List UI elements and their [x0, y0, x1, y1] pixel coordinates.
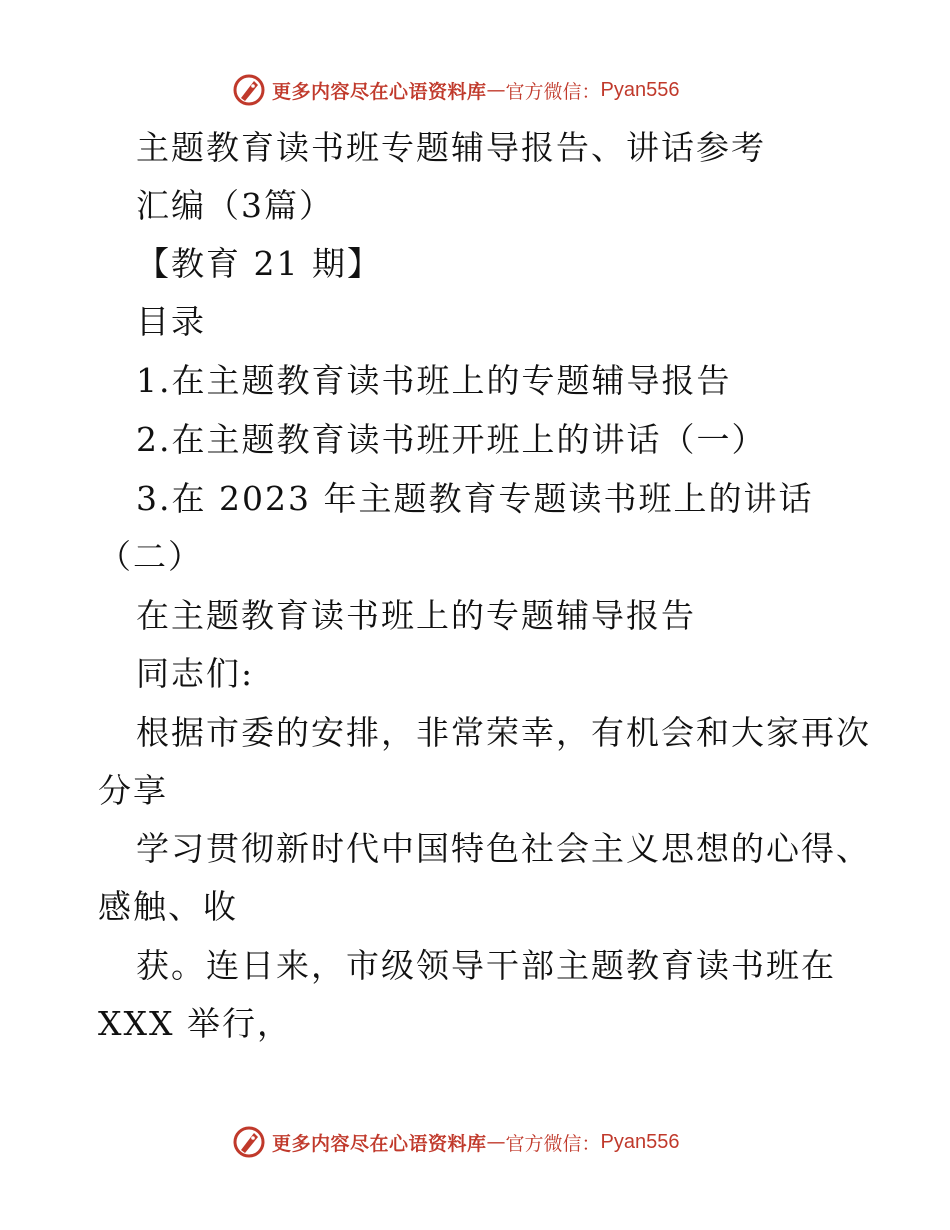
watermark-contact-label: 官方微信： [505, 1132, 601, 1155]
body-line: 根据市委的安排，非常荣幸，有机会和大家再次 [136, 713, 871, 752]
pen-nib-logo-icon [232, 73, 266, 107]
section-title: 在主题教育读书班上的专题辅导报告 [136, 596, 696, 635]
document-title-line-1: 主题教育读书班专题辅导报告、讲话参考 [136, 128, 766, 167]
salutation: 同志们: [136, 654, 255, 693]
body-line: 感触、收 [98, 887, 238, 926]
watermark-contact-id: Pyan556 [600, 78, 680, 101]
toc-item-continuation: （二） [98, 537, 203, 576]
document-title-line-2: 汇编（3篇） [136, 186, 334, 225]
body-line: 获。连日来，市级领导干部主题教育读书班在 [136, 946, 836, 985]
watermark-contact-id: Pyan556 [600, 1130, 680, 1153]
footer-watermark [232, 1124, 680, 1160]
body-line: 学习贯彻新时代中国特色社会主义思想的心得、 [136, 829, 871, 868]
watermark-dash: — [486, 79, 506, 101]
watermark-dash: — [486, 1131, 506, 1153]
watermark-contact-label: 官方微信： [505, 80, 601, 103]
toc-heading: 目录 [136, 302, 206, 341]
issue-label: 【教育 21 期】 [136, 244, 382, 283]
pen-nib-logo-icon [232, 1125, 266, 1159]
toc-item: 1.在主题教育读书班上的专题辅导报告 [136, 361, 732, 400]
watermark-text: 更多内容尽在心语资料库 [272, 1132, 487, 1155]
toc-item: 2.在主题教育读书班开班上的讲话（一） [136, 420, 767, 459]
toc-item: 3.在 2023 年主题教育专题读书班上的讲话 [136, 479, 814, 518]
body-line: XXX 举行， [98, 1004, 292, 1043]
watermark-text: 更多内容尽在心语资料库 [272, 80, 487, 103]
header-watermark [232, 72, 680, 108]
body-line: 分享 [98, 771, 168, 810]
